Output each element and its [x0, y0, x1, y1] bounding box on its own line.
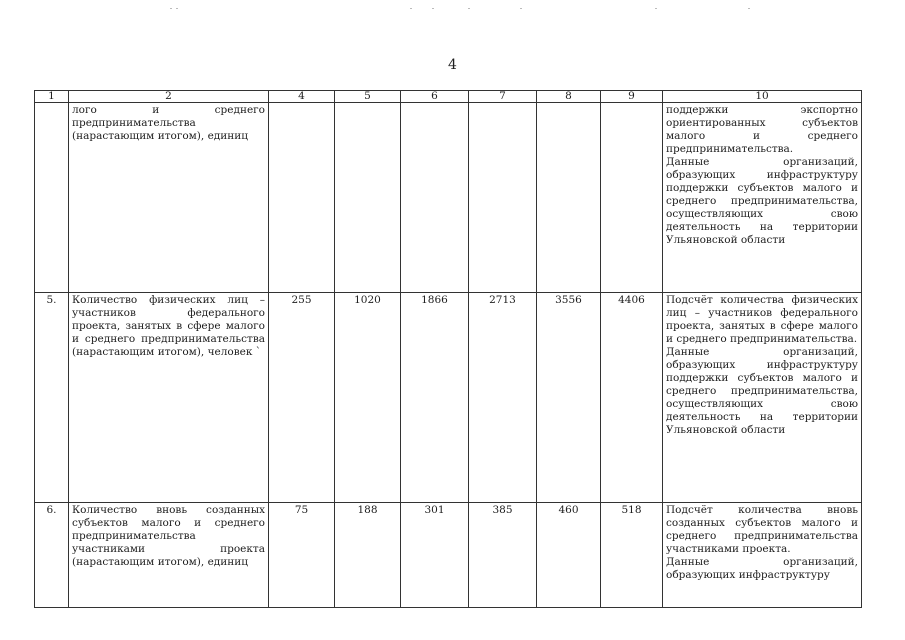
value-cell: 301 — [401, 503, 469, 608]
column-header: 8 — [537, 91, 601, 103]
column-header: 9 — [601, 91, 663, 103]
description-paragraph: Данные организаций, образующих инфраструктуру поддержки субъектов малого и среднего предпринимательства, осуществляющих свою деятельность на территории Ульяновской области — [666, 156, 858, 247]
column-header: 4 — [269, 91, 335, 103]
value-cell: 385 — [469, 503, 537, 608]
description-paragraph: Данные организаций, образующих инфраструктуру поддержки субъектов малого и среднего предпринимательства, осуществляющих свою деятельность на территории Ульяновской области — [666, 346, 858, 437]
table-row — [35, 503, 862, 608]
description-paragraph: поддержки экспортно ориентированных субъектов малого и среднего предпринимательства. — [666, 104, 858, 156]
value-cell — [335, 103, 401, 293]
row-number: 6. — [35, 503, 69, 608]
indicator-name: лого и среднего предпринимательства (нарастающим итогом), единиц — [69, 103, 269, 293]
scan-noise — [0, 8, 905, 12]
value-cell: 1020 — [335, 293, 401, 503]
column-header: 7 — [469, 91, 537, 103]
value-cell: 4406 — [601, 293, 663, 503]
method-description — [663, 103, 862, 293]
column-header-row — [35, 91, 862, 103]
value-cell: 75 — [269, 503, 335, 608]
method-description — [663, 503, 862, 608]
value-cell — [269, 103, 335, 293]
value-cell — [601, 103, 663, 293]
value-cell: 2713 — [469, 293, 537, 503]
value-cell: 1866 — [401, 293, 469, 503]
value-cell — [469, 103, 537, 293]
table-row — [35, 293, 862, 503]
row-number: 5. — [35, 293, 69, 503]
value-cell: 255 — [269, 293, 335, 503]
value-cell: 3556 — [537, 293, 601, 503]
description-paragraph: Данные организаций, образующих инфраструктуру — [666, 556, 858, 582]
indicators-table — [34, 90, 862, 608]
column-header: 6 — [401, 91, 469, 103]
method-description — [663, 293, 862, 503]
column-header: 10 — [663, 91, 862, 103]
value-cell: 188 — [335, 503, 401, 608]
value-cell — [401, 103, 469, 293]
value-cell: 518 — [601, 503, 663, 608]
indicator-name: Количество физических лиц – участников федерального проекта, занятых в сфере малого и среднего предпринимательства (нарастающим итогом), человек ` — [69, 293, 269, 503]
column-header: 1 — [35, 91, 69, 103]
table-row — [35, 103, 862, 293]
page-number: 4 — [448, 57, 457, 73]
column-header: 5 — [335, 91, 401, 103]
column-header: 2 — [69, 91, 269, 103]
value-cell — [537, 103, 601, 293]
value-cell: 460 — [537, 503, 601, 608]
row-number — [35, 103, 69, 293]
description-paragraph: Подсчёт количества вновь созданных субъектов малого и среднего предпринимательства участниками проекта. — [666, 504, 858, 556]
description-paragraph: Подсчёт количества физических лиц – участников федерального проекта, занятых в сфере малого и среднего предпринимательства. — [666, 294, 858, 346]
indicator-name: Количество вновь созданных субъектов малого и среднего предпринимательства участниками проекта (нарастающим итогом), единиц — [69, 503, 269, 608]
